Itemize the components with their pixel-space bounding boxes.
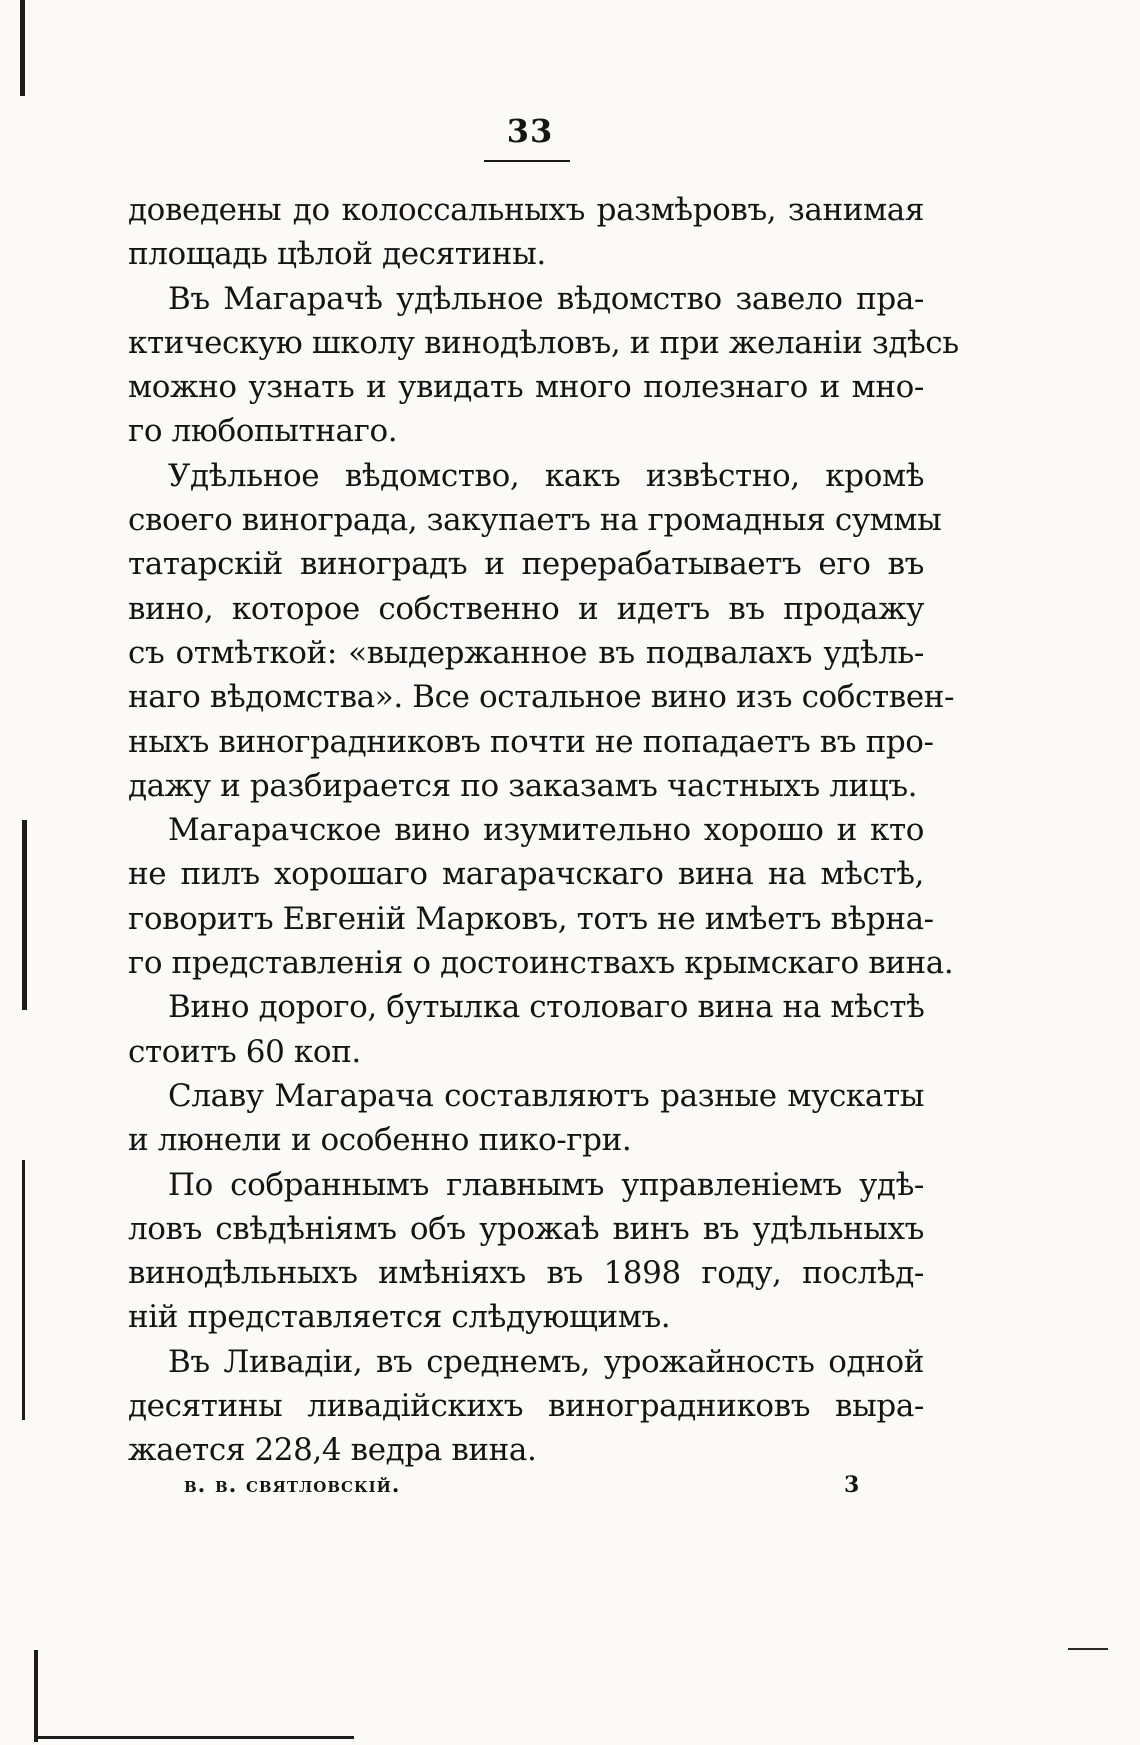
scan-edge-mark-bottom (34, 1650, 38, 1742)
text-line: Въ Магарачѣ удѣльное вѣдомство завело пра- (168, 280, 924, 317)
text-line: го представленія о достоинствахъ крымскаго вина. (128, 945, 954, 982)
text-line: винодѣльныхъ имѣніяхъ въ 1898 году, послѣд- (128, 1255, 924, 1292)
scan-edge-mark-bottom-rule (34, 1736, 354, 1739)
page-number: 33 (506, 112, 554, 150)
text-line: ныхъ виноградниковъ почти не попадаетъ въ про- (128, 723, 934, 760)
text-line: ловъ свѣдѣніямъ объ урожаѣ винъ въ удѣльныхъ (128, 1210, 924, 1247)
text-line: Магарачское вино изумительно хорошо и кто (168, 812, 924, 849)
text-line: По собраннымъ главнымъ управленіемъ удѣ- (168, 1166, 924, 1203)
text-line: го любопытнаго. (128, 413, 398, 450)
text-line: стоитъ 60 коп. (128, 1033, 361, 1070)
text-line: жается 228,4 ведра вина. (128, 1432, 537, 1469)
text-line: можно узнать и увидать много полезнаго и мно- (128, 369, 924, 406)
page-number-rule (484, 160, 570, 162)
page-footer (184, 1472, 864, 1512)
text-line: вино, которое собственно и идетъ въ продажу (128, 590, 924, 627)
footer-signature-number: 3 (844, 1472, 860, 1498)
body-text (128, 188, 959, 1473)
scan-edge-mark-middle (22, 820, 27, 1010)
text-line: площадь цѣлой десятины. (128, 236, 546, 273)
text-line: своего винограда, закупаетъ на громадныя суммы (128, 502, 942, 539)
text-line: ній представляется слѣдующимъ. (128, 1299, 671, 1336)
margin-dash (1068, 1648, 1108, 1650)
scan-edge-mark-top (20, 0, 25, 96)
text-line: Въ Ливадіи, въ среднемъ, урожайность одной (168, 1343, 924, 1380)
text-line: Славу Магарача составляютъ разные мускаты (168, 1077, 924, 1114)
text-line: говоритъ Евгеній Марковъ, тотъ не имѣетъ вѣрна- (128, 900, 934, 937)
text-line: Удѣльное вѣдомство, какъ извѣстно, кромѣ (168, 457, 924, 494)
text-line: десятины ливадійскихъ виноградниковъ выра- (128, 1388, 924, 1425)
text-line: съ отмѣткой: «выдержанное въ подвалахъ удѣль- (128, 634, 924, 671)
scan-edge-mark-lower (22, 1160, 25, 1420)
text-line: и люнели и особенно пико-гри. (128, 1122, 632, 1159)
text-line: доведены до колоссальныхъ размѣровъ, занимая (128, 192, 924, 228)
footer-signature: в. в. святловскій. (184, 1472, 401, 1498)
text-line: не пилъ хорошаго магарачскаго вина на мѣстѣ, (128, 856, 924, 893)
text-line: ктическую школу винодѣловъ, и при желаніи здѣсь (128, 324, 959, 361)
text-line: наго вѣдомства». Все остальное вино изъ собствен- (128, 679, 955, 716)
text-line: татарскій виноградъ и перерабатываетъ его въ (128, 546, 924, 583)
text-line: Вино дорого, бутылка столоваго вина на мѣстѣ (168, 989, 925, 1026)
text-line: дажу и разбирается по заказамъ частныхъ лицъ. (128, 767, 918, 804)
